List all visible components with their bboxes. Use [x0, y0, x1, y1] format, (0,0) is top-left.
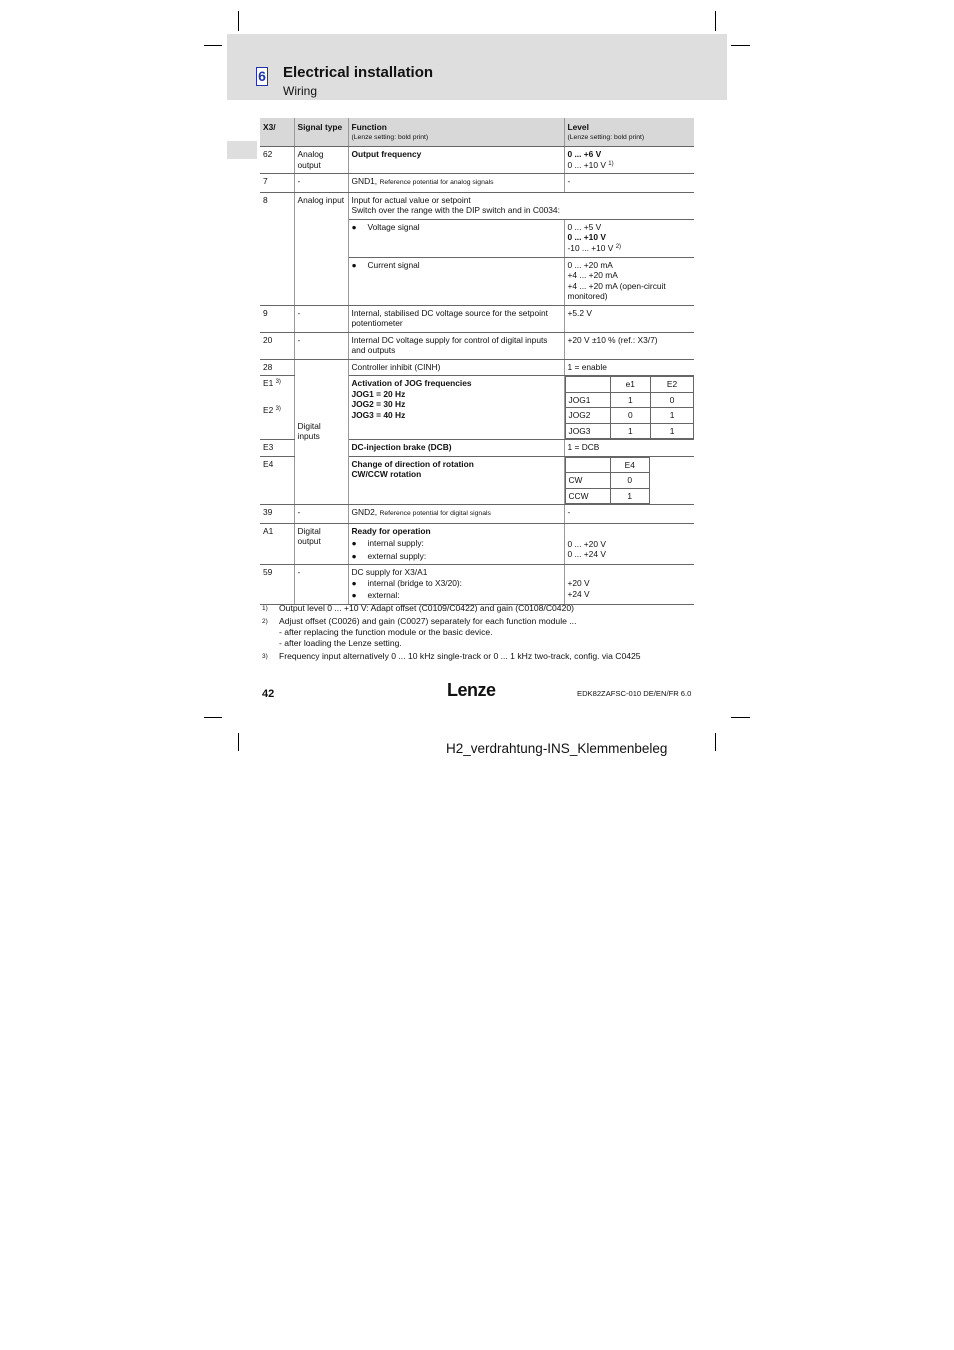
- document-id: EDK82ZAFSC-010 DE/EN/FR 6.0: [577, 689, 692, 698]
- crop-mark: [715, 11, 716, 31]
- table-row: 8 Analog input Input for actual value or setpoint Switch over the range with the DIP switch and in C0034:: [260, 192, 694, 219]
- crop-mark: [731, 717, 750, 718]
- table-row: 28 Digital inputs Controller inhibit (CINH) 1 = enable: [260, 359, 694, 376]
- header-level: Level (Lenze setting: bold print): [564, 118, 694, 147]
- table-header: [260, 118, 694, 147]
- page-number: 42: [262, 688, 275, 700]
- table-row: 62 Analog output Output frequency 0 ... +6 V 0 ... +10 V $^{1)}$: [260, 147, 694, 174]
- chapter-title: Electrical installation: [283, 64, 434, 81]
- footnote: 3) Frequency input alternatively 0 ... 10 kHz single-track or 0 ... 1 kHz two-track, config. via C0425: [262, 651, 641, 661]
- crop-mark: [238, 11, 239, 31]
- crop-mark: [715, 733, 716, 751]
- table-row: ● Current signal 0 ... +20 mA +4 ... +20 mA +4 ... +20 mA (open-circuit monitored): [260, 257, 694, 305]
- table-row: 7 - GND1, Reference potential for analog signals -: [260, 174, 694, 193]
- table-row: E4 Change of direction of rotation CW/CCW rotation E4 CW 0 CCW 1: [260, 456, 694, 505]
- file-label: H2_verdrahtung-INS_Klemmenbeleg: [446, 741, 668, 756]
- header-function: Function (Lenze setting: bold print): [348, 118, 564, 147]
- crop-mark: [204, 717, 222, 718]
- table-row: A1 Digital output Ready for operation ● internal supply: ● external supply: 0 ... +20 V 0 ... +24 V: [260, 523, 694, 565]
- crop-mark: [204, 45, 222, 46]
- table-row: 39 - GND2, Reference potential for digital signals -: [260, 505, 694, 524]
- table-row: ● Voltage signal 0 ... +5 V 0 ... +10 V -10 ... +10 V $^{2)}$: [260, 219, 694, 257]
- table-row: E3 DC-injection brake (DCB) 1 = DCB: [260, 440, 694, 457]
- header-terminal: X3/: [260, 118, 294, 147]
- crop-mark: [731, 45, 750, 46]
- header-signal-type: Signal type: [294, 118, 348, 147]
- table-row: 59 - DC supply for X3/A1 ● internal (bridge to X3/20): ● external: +20 V +24 V: [260, 565, 694, 605]
- direction-matrix: E4 CW 0 CCW 1: [565, 457, 650, 505]
- table-row: E1 $^{3)}$ E2 $^{3)}$ Activation of JOG frequencies JOG1 = 20 Hz JOG2 = 30 Hz JOG3 = 40 Hz e1 E2 JOG1 1 0 JOG2 0 1 JOG3 1 1: [260, 376, 694, 440]
- table-row: 9 - Internal, stabilised DC voltage source for the setpoint potentiometer +5.2 V: [260, 305, 694, 332]
- footnote: 2) Adjust offset (C0026) and gain (C0027) separately for each function module ... - after replacing the function module or the basic device. - after loading the Lenze setting.: [262, 616, 577, 648]
- table-row: 20 - Internal DC voltage supply for control of digital inputs and outputs +20 V ±10 % (ref.: X3/7): [260, 332, 694, 359]
- crop-mark: [238, 733, 239, 751]
- jog-matrix: e1 E2 JOG1 1 0 JOG2 0 1 JOG3 1 1: [565, 376, 695, 439]
- footnote: 1) Output level 0 ... +10 V: Adapt offset (C0109/C0422) and gain (C0108/C0420): [262, 603, 575, 613]
- footnotes: [262, 603, 702, 664]
- chapter-number: 6: [256, 67, 268, 86]
- lenze-logo: Lenze: [447, 680, 496, 700]
- terminal-table: [260, 118, 694, 605]
- chapter-subtitle: Wiring: [283, 84, 318, 98]
- side-tab: [227, 141, 257, 159]
